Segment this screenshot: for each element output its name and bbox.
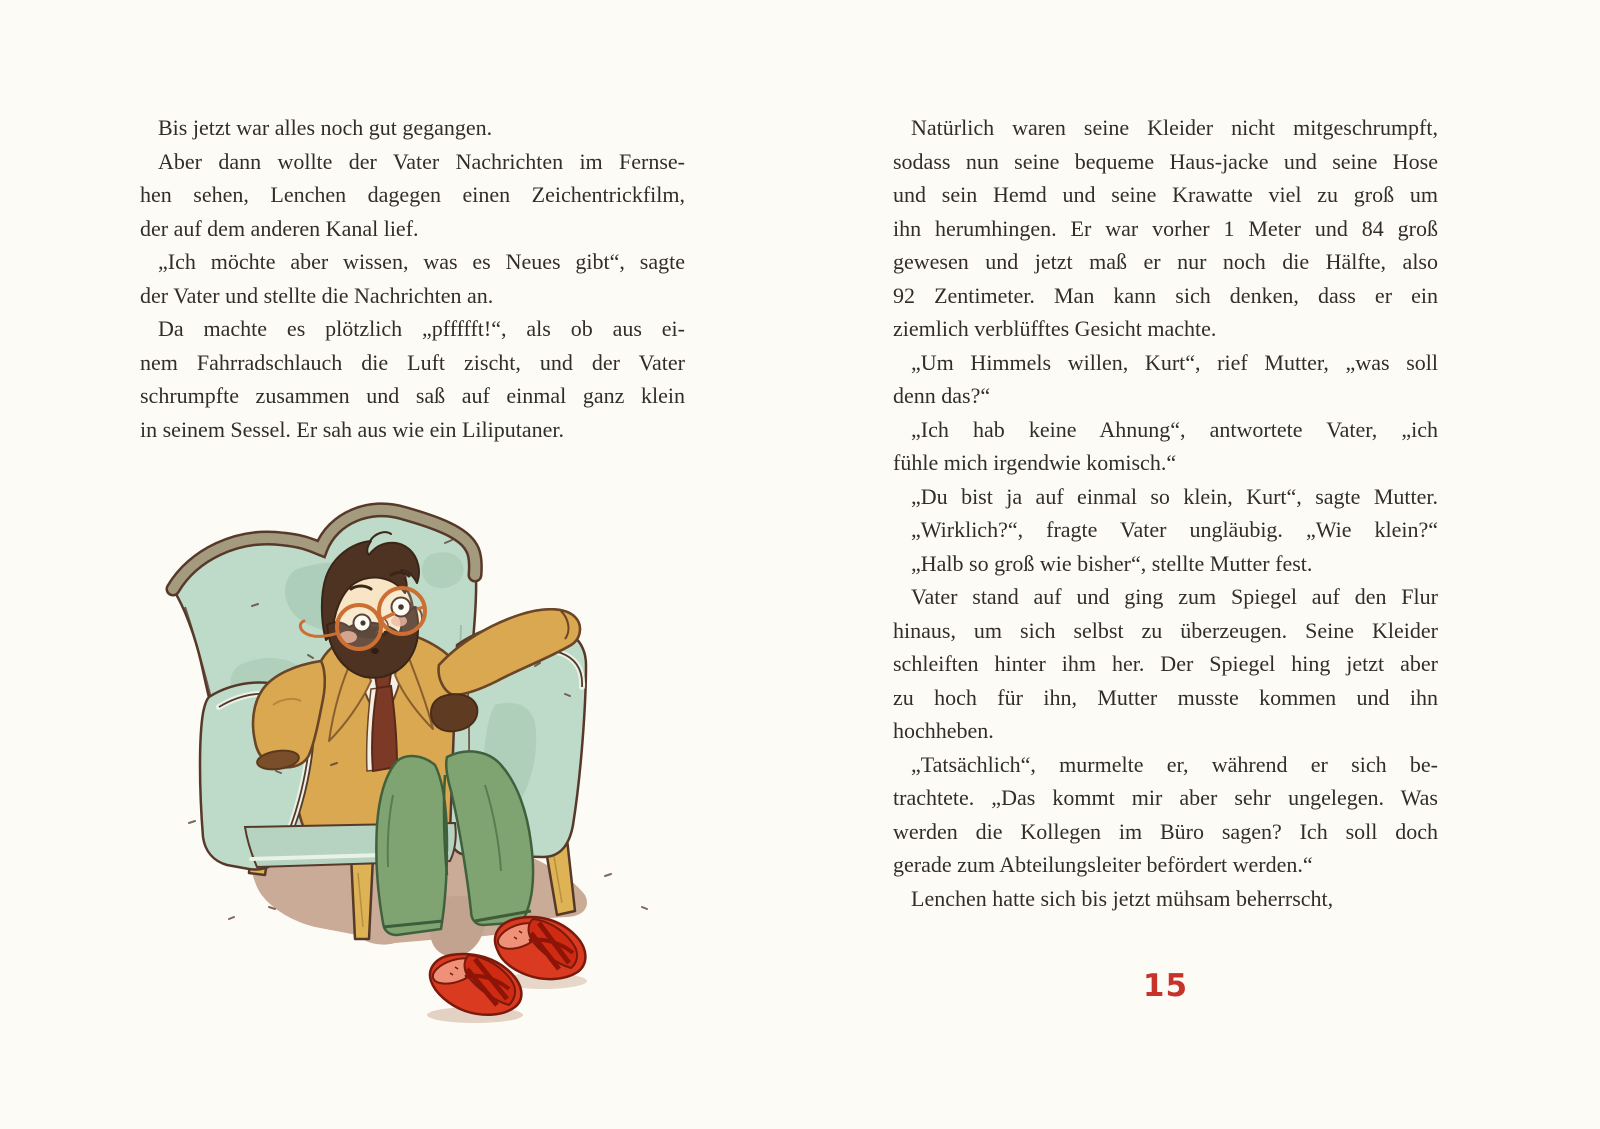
paragraph (893, 547, 1438, 581)
paragraph (140, 145, 685, 246)
paragraph (893, 413, 1438, 480)
text-line: hinaus, um sich selbst zu überzeugen. Seine Kleider (893, 617, 1438, 643)
text-line: und sein Hemd und seine Krawatte viel zu groß um (893, 182, 1438, 207)
text-line: der auf dem anderen Kanal lief. (140, 215, 419, 241)
text-line: Bis jetzt war alles noch gut gegangen. (158, 115, 493, 140)
paragraph (893, 480, 1438, 514)
text-line: sodass nun seine bequeme Haus-jacke und seine Hose (893, 148, 1438, 174)
paragraph (140, 245, 685, 312)
paragraph (893, 346, 1438, 413)
text-line: Natürlich waren seine Kleider nicht mitgeschrumpft, (911, 115, 1438, 140)
text-line: „Ich möchte aber wissen, was es Neues gibt“, sagte (158, 249, 685, 274)
text-line: „Um Himmels willen, Kurt“, rief Mutter, „was soll (911, 349, 1438, 375)
text-line: ihn herumhingen. Er war vorher 1 Meter und 84 groß (893, 215, 1438, 241)
text-line: gerade zum Abteilungsleiter befördert werden.“ (893, 852, 1313, 877)
paragraph (140, 111, 685, 145)
armchair-illustration (145, 475, 680, 1030)
paragraph (140, 312, 685, 446)
text-line: trachtete. „Das kommt mir aber sehr ungelegen. Was (893, 785, 1438, 810)
text-line: „Halb so groß wie bisher“, stellte Mutter fest. (911, 550, 1313, 576)
text-line: in seinem Sessel. Er sah aus wie ein Liliputaner. (140, 416, 565, 442)
text-line: „Tatsächlich“, murmelte er, während er sich be- (911, 751, 1438, 777)
paragraph (893, 513, 1438, 547)
text-line: der Vater und stellte die Nachrichten an. (140, 282, 494, 308)
paragraph (893, 580, 1438, 748)
text-line: nem Fahrradschlauch die Luft zischt, und der Vater (140, 349, 685, 375)
text-line: hen sehen, Lenchen dagegen einen Zeichentrickfilm, (140, 182, 685, 207)
text-line: ziemlich verblüfftes Gesicht machte. (893, 316, 1217, 341)
text-line: Lenchen hatte sich bis jetzt mühsam beherrscht, (911, 885, 1334, 911)
text-line: 92 Zentimeter. Man kann sich denken, dass er ein (893, 282, 1438, 308)
text-line: denn das?“ (893, 383, 991, 408)
text-line: „Wirklich?“, fragte Vater ungläubig. „Wie klein?“ (911, 517, 1438, 542)
paragraph (893, 882, 1438, 916)
text-line: Vater stand auf und ging zum Spiegel auf den Flur (911, 584, 1438, 609)
text-line: gewesen und jetzt maß er nur noch die Hälfte, also (893, 249, 1438, 274)
text-line: „Du bist ja auf einmal so klein, Kurt“, sagte Mutter. (911, 483, 1438, 509)
text-line: hochheben. (893, 718, 994, 743)
text-line: werden die Kollegen im Büro sagen? Ich soll doch (893, 818, 1438, 844)
left-page-text (140, 111, 685, 446)
text-line: zu hoch für ihn, Mutter musste kommen und ihn (893, 684, 1438, 710)
paragraph (893, 748, 1438, 882)
right-page-text (893, 111, 1438, 915)
paragraph (893, 111, 1438, 346)
text-line: schrumpfte zusammen und saß auf einmal ganz klein (140, 383, 685, 408)
text-line: „Ich hab keine Ahnung“, antwortete Vater, „ich (911, 416, 1438, 442)
text-line: fühle mich irgendwie komisch.“ (893, 450, 1177, 475)
text-line: Aber dann wollte der Vater Nachrichten im Fernse- (158, 148, 685, 174)
text-line: schleiften hinter ihm her. Der Spiegel hing jetzt aber (893, 651, 1438, 676)
page-number: 15 (1142, 968, 1189, 1004)
text-line: Da machte es plötzlich „pffffft!“, als ob aus ei- (158, 316, 685, 341)
